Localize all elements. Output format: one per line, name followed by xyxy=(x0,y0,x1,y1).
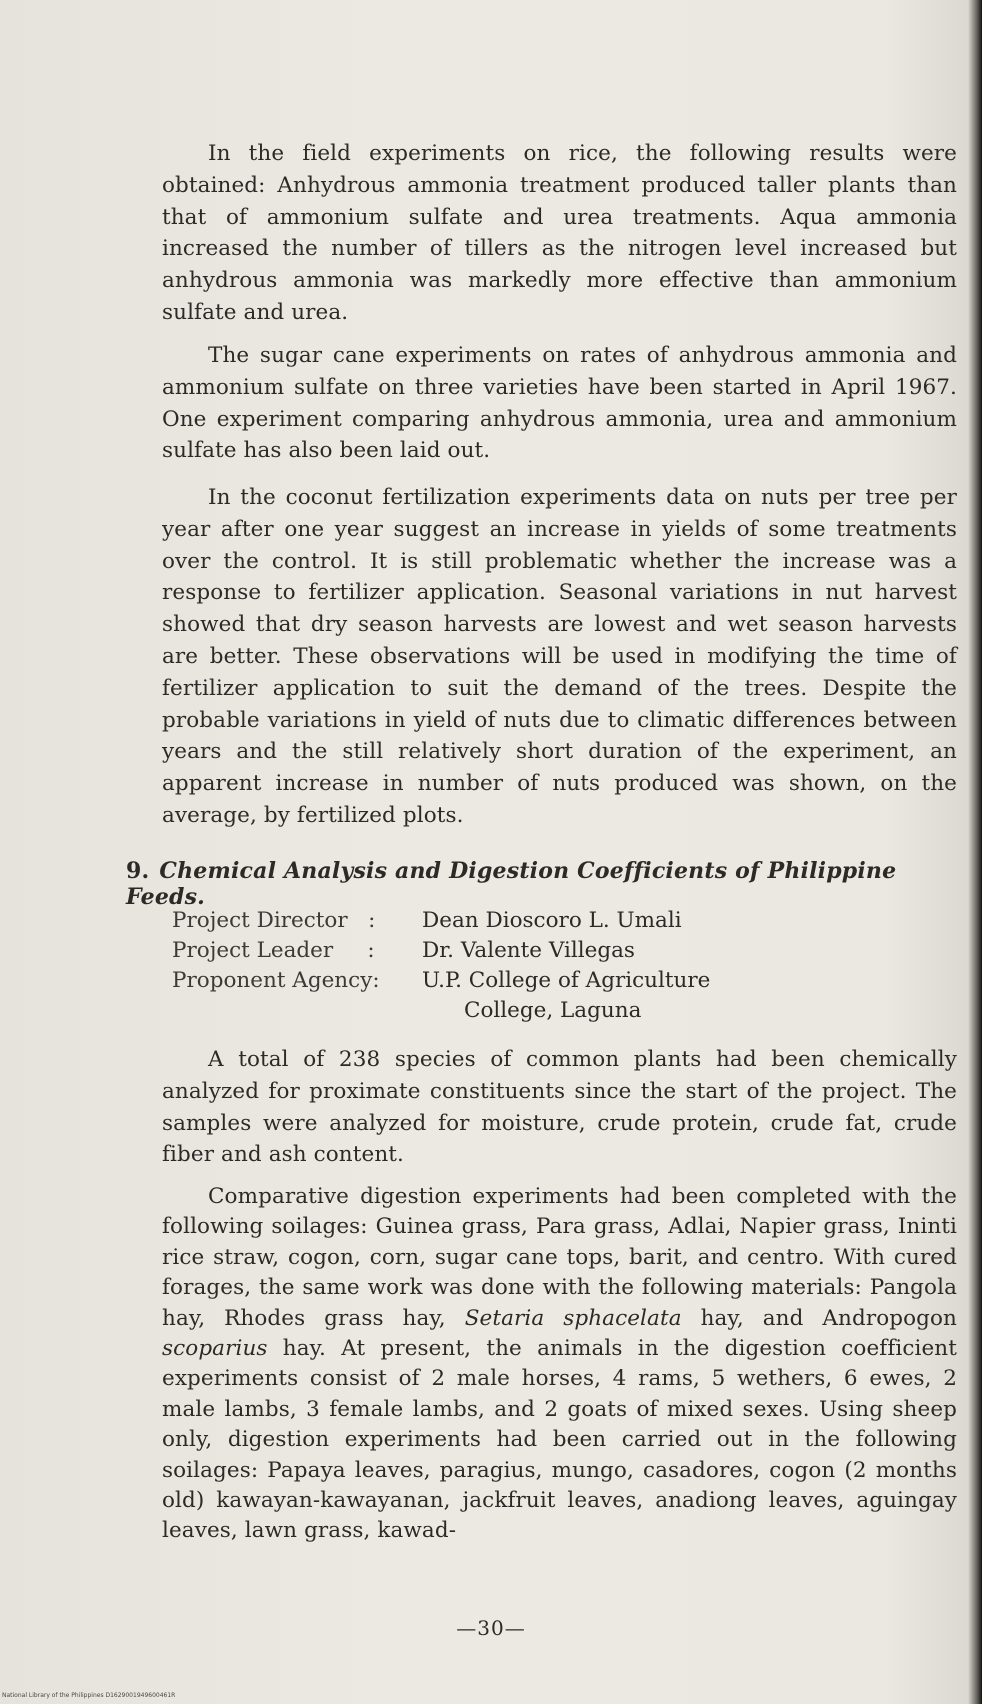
section-heading xyxy=(126,858,956,910)
digestion-text-part1: Comparative digestion experiments had been completed with the following soilages: Guinea grass, Para grass, Adlai, Napier grass, Ininti rice straw, cogon, corn, sugar cane tops, barit, and centro. With cured forages, the same work was done with the following materials: Pangola hay, Rhodes grass hay, xyxy=(162,1184,957,1331)
section-title: Chemical Analysis and Digestion Coefficients of Philippine Feeds. xyxy=(126,858,897,910)
paragraph-chemical-analysis: A total of 238 species of common plants had been chemically analyzed for proximate constituents since the start of the project. The samples were analyzed for moisture, crude protein, crude fat, crude fiber and ash content. xyxy=(162,1047,957,1168)
digestion-text-part2: hay, and Andropogon xyxy=(681,1305,957,1331)
project-leader-label: Project Leader : xyxy=(172,938,375,963)
digestion-species-italic: Setaria sphacelata xyxy=(464,1305,682,1331)
paragraph-sugar-cane-experiments: The sugar cane experiments on rates of anhydrous ammonia and ammonium sulfate on three varieties have been started in April 1967. One experiment comparing anhydrous ammonia, urea and ammonium sulfate has also been laid out. xyxy=(162,343,957,464)
proponent-agency-label: Proponent Agency: xyxy=(172,968,380,993)
project-info xyxy=(172,906,710,1026)
project-leader-row xyxy=(172,936,710,966)
project-director-row xyxy=(172,906,710,936)
page-number: —30— xyxy=(456,1616,526,1640)
binding-edge-shadow xyxy=(968,0,982,1704)
proponent-agency-location: College, Laguna xyxy=(464,998,642,1023)
paragraph-coconut-experiments: In the coconut fertilization experiments data on nuts per tree per year after one year suggest an increase in yields of some treatments over the control. It is still problematic whether the increase was a response to fertilizer application. Seasonal variations in nut harvest showed that dry season harvests are lowest and wet season harvests are better. These observations will be used in modifying the time of fertilizer application to suit the demand of the trees. Despite the probable variations in yield of nuts due to climatic differences between years and the still relatively short duration of the experiment, an apparent increase in number of nuts produced was shown, on the average, by fertilized plots. xyxy=(162,485,957,828)
proponent-agency-value: U.P. College of Agriculture xyxy=(422,968,711,993)
digestion-species-epithet-italic: scoparius xyxy=(162,1336,268,1362)
paragraph-digestion-experiments xyxy=(162,1182,957,1547)
project-director-label: Project Director : xyxy=(172,908,376,933)
paragraph-rice-experiments: In the field experiments on rice, the following results were obtained: Anhydrous ammonia treatment produced taller plants than that of ammonium sulfate and urea treatments. Aqua ammonia increased the number of tillers as the nitrogen level increased but anhydrous ammonia was markedly more effective than ammonium sulfate and urea. xyxy=(162,141,957,325)
project-leader-value: Dr. Valente Villegas xyxy=(422,938,635,963)
project-director-value: Dean Dioscoro L. Umali xyxy=(422,908,682,933)
library-footer-stamp: National Library of the Philippines D1629001949600461R xyxy=(2,1692,176,1699)
section-number: 9. xyxy=(126,858,150,884)
digestion-text-part3: hay. At present, the animals in the digestion coefficient experiments consist of 2 male horses, 4 rams, 5 wethers, 6 ewes, 2 male lambs, 3 female lambs, and 2 goats of mixed sexes. Using sheep only, digestion experiments had been carried out in the following soilages: Papaya leaves, paragius, mungo, casadores, cogon (2 months old) kawayan-kawayanan, jackfruit leaves, anadiong leaves, aguingay leaves, lawn grass, kawad- xyxy=(162,1336,957,1544)
proponent-agency-row xyxy=(172,966,710,996)
